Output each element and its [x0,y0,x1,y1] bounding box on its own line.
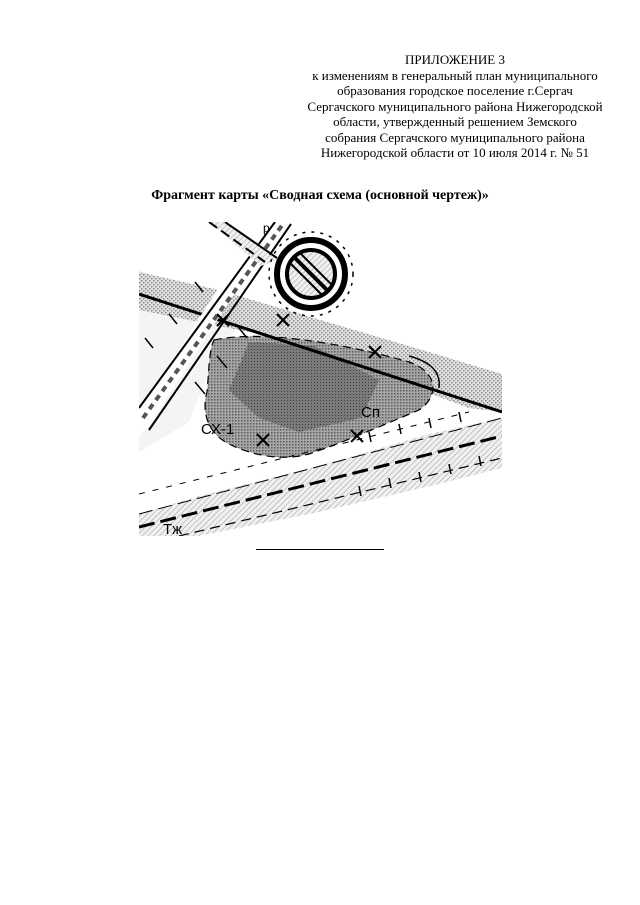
appendix-title: ПРИЛОЖЕНИЕ 3 [405,52,505,67]
map-title: Фрагмент карты «Сводная схема (основной чертеж)» [151,188,489,203]
appendix-line: Нижегородской области от 10 июля 2014 г. № 51 [320,145,590,160]
footnote-divider [256,549,384,550]
map-label-road: Тж [163,521,183,536]
map-fragment [139,222,502,536]
map-image [139,222,502,536]
map-label-zone: СХ-1 [201,421,235,438]
appendix-line: образования городское поселение г.Сергач [337,83,573,98]
appendix-line: к изменениям в генеральный план муниципального [312,67,598,83]
appendix-line: собрания Сергачского муниципального района [325,129,585,145]
appendix-header [290,52,620,161]
map-label-road-top: р [263,222,270,235]
appendix-line: области, утвержденный решением Земского [333,114,577,129]
map-label-zone-type: Сп [361,404,380,421]
appendix-line: Сергачского муниципального района Нижегородской [307,98,603,114]
